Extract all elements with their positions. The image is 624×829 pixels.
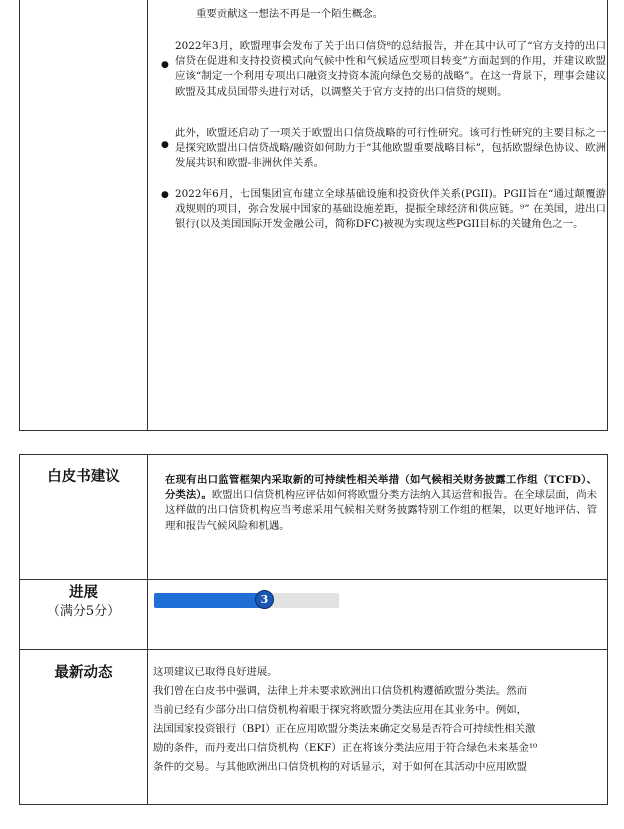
news-line: 我们曾在白皮书中强调，法律上并未要求欧洲出口信贷机构遵循欧盟分类法。然而 <box>153 685 528 697</box>
progress-sublabel: （满分5分） <box>46 604 121 619</box>
bullet-item <box>160 126 606 172</box>
bullet-dot-icon: ● <box>161 190 169 200</box>
bullet-dot-icon: ● <box>161 60 169 70</box>
progress-bar <box>154 593 339 608</box>
news-line: 法国国家投资银行（BPI）正在应用欧盟分类法来确定交易是否符合可持续性相关激 <box>153 723 536 735</box>
bullet-dot-icon: ● <box>161 140 169 150</box>
news-label: 最新动态 <box>54 664 113 681</box>
news-line: 条件的交易。与其他欧洲出口信贷机构的对话显示，对于如何在其活动中应用欧盟 <box>153 761 528 773</box>
recommendation-label: 白皮书建议 <box>47 468 120 485</box>
news-text <box>153 663 601 777</box>
recommendation-text <box>165 473 597 534</box>
progress-score-badge: 3 <box>255 590 274 609</box>
bullet-item <box>160 39 606 100</box>
bullet-text: 此外，欧盟还启动了一项关于欧盟出口信贷战略的可行性研究。该可行性研究的主要目标之一是探究欧盟出口信贷战略/融资如何助力于“其他欧盟重要战略目标”，包括欧盟绿色协议、欧洲发展共识和欧盟-非洲伙伴关系。 <box>175 127 606 170</box>
progress-fill <box>154 593 265 608</box>
previous-table-continuation <box>19 0 608 431</box>
progress-title: 进展 <box>69 584 98 601</box>
recommendation-bold: 在现有出口监管框架内采取新的可持续性相关举措（如气候相关财务披露工作组（TCFD）、分类法）。 <box>165 474 597 502</box>
news-line: 当前已经有少部分出口信贷机构着眼于探究将欧盟分类法应用在其业务中。例如， <box>153 704 528 716</box>
progress-label <box>20 583 147 621</box>
row-divider <box>20 649 607 650</box>
bullet-item <box>160 187 606 233</box>
bullet-text: 2022年3月，欧盟理事会发布了关于出口信贷⁸的总结报告，并在其中认可了“官方支持的出口信贷在促进和支持投资模式向气候中性和气候适应型项目转变”方面起到的作用，并建议欧盟应该“制定一个利用专项出口融资支持资本流向绿色交易的战略”。在这一背景下，理事会建议欧盟及其成员国带头进行对话，以调整关于官方支持的出口信贷的规则。 <box>175 40 606 98</box>
recommendation-body: 欧盟出口信贷机构应评估如何将欧盟分类方法纳入其运营和报告。在全球层面，尚未这样做的出口信贷机构应当考虑采用气候相关财务披露特别工作组的框架，以更好地评估、管理和报告气候风险和机遇。 <box>165 489 597 532</box>
column-divider <box>147 0 148 430</box>
news-line: 励的条件，而丹麦出口信贷机构（EKF）正在将该分类法应用于符合绿色未来基金¹⁰ <box>153 742 538 754</box>
column-divider <box>147 455 148 804</box>
recommendation-table <box>19 454 608 805</box>
row-divider <box>20 579 607 580</box>
news-line: 这项建议已取得良好进展。 <box>153 666 278 678</box>
bullet-text: 2022年6月，七国集团宣布建立全球基础设施和投资伙伴关系(PGII)。PGII旨在“通过颠覆游戏规则的项目，弥合发展中国家的基础设施差距，提振全球经济和供应链。⁹” 在美国，进出口银行(以及美国国际开发金融公司，简称DFC)被视为实现这些PGII目标的关键角色之一。 <box>175 188 606 231</box>
continuation-text: 重要贡献这一想法不再是一个陌生概念。 <box>196 8 384 20</box>
